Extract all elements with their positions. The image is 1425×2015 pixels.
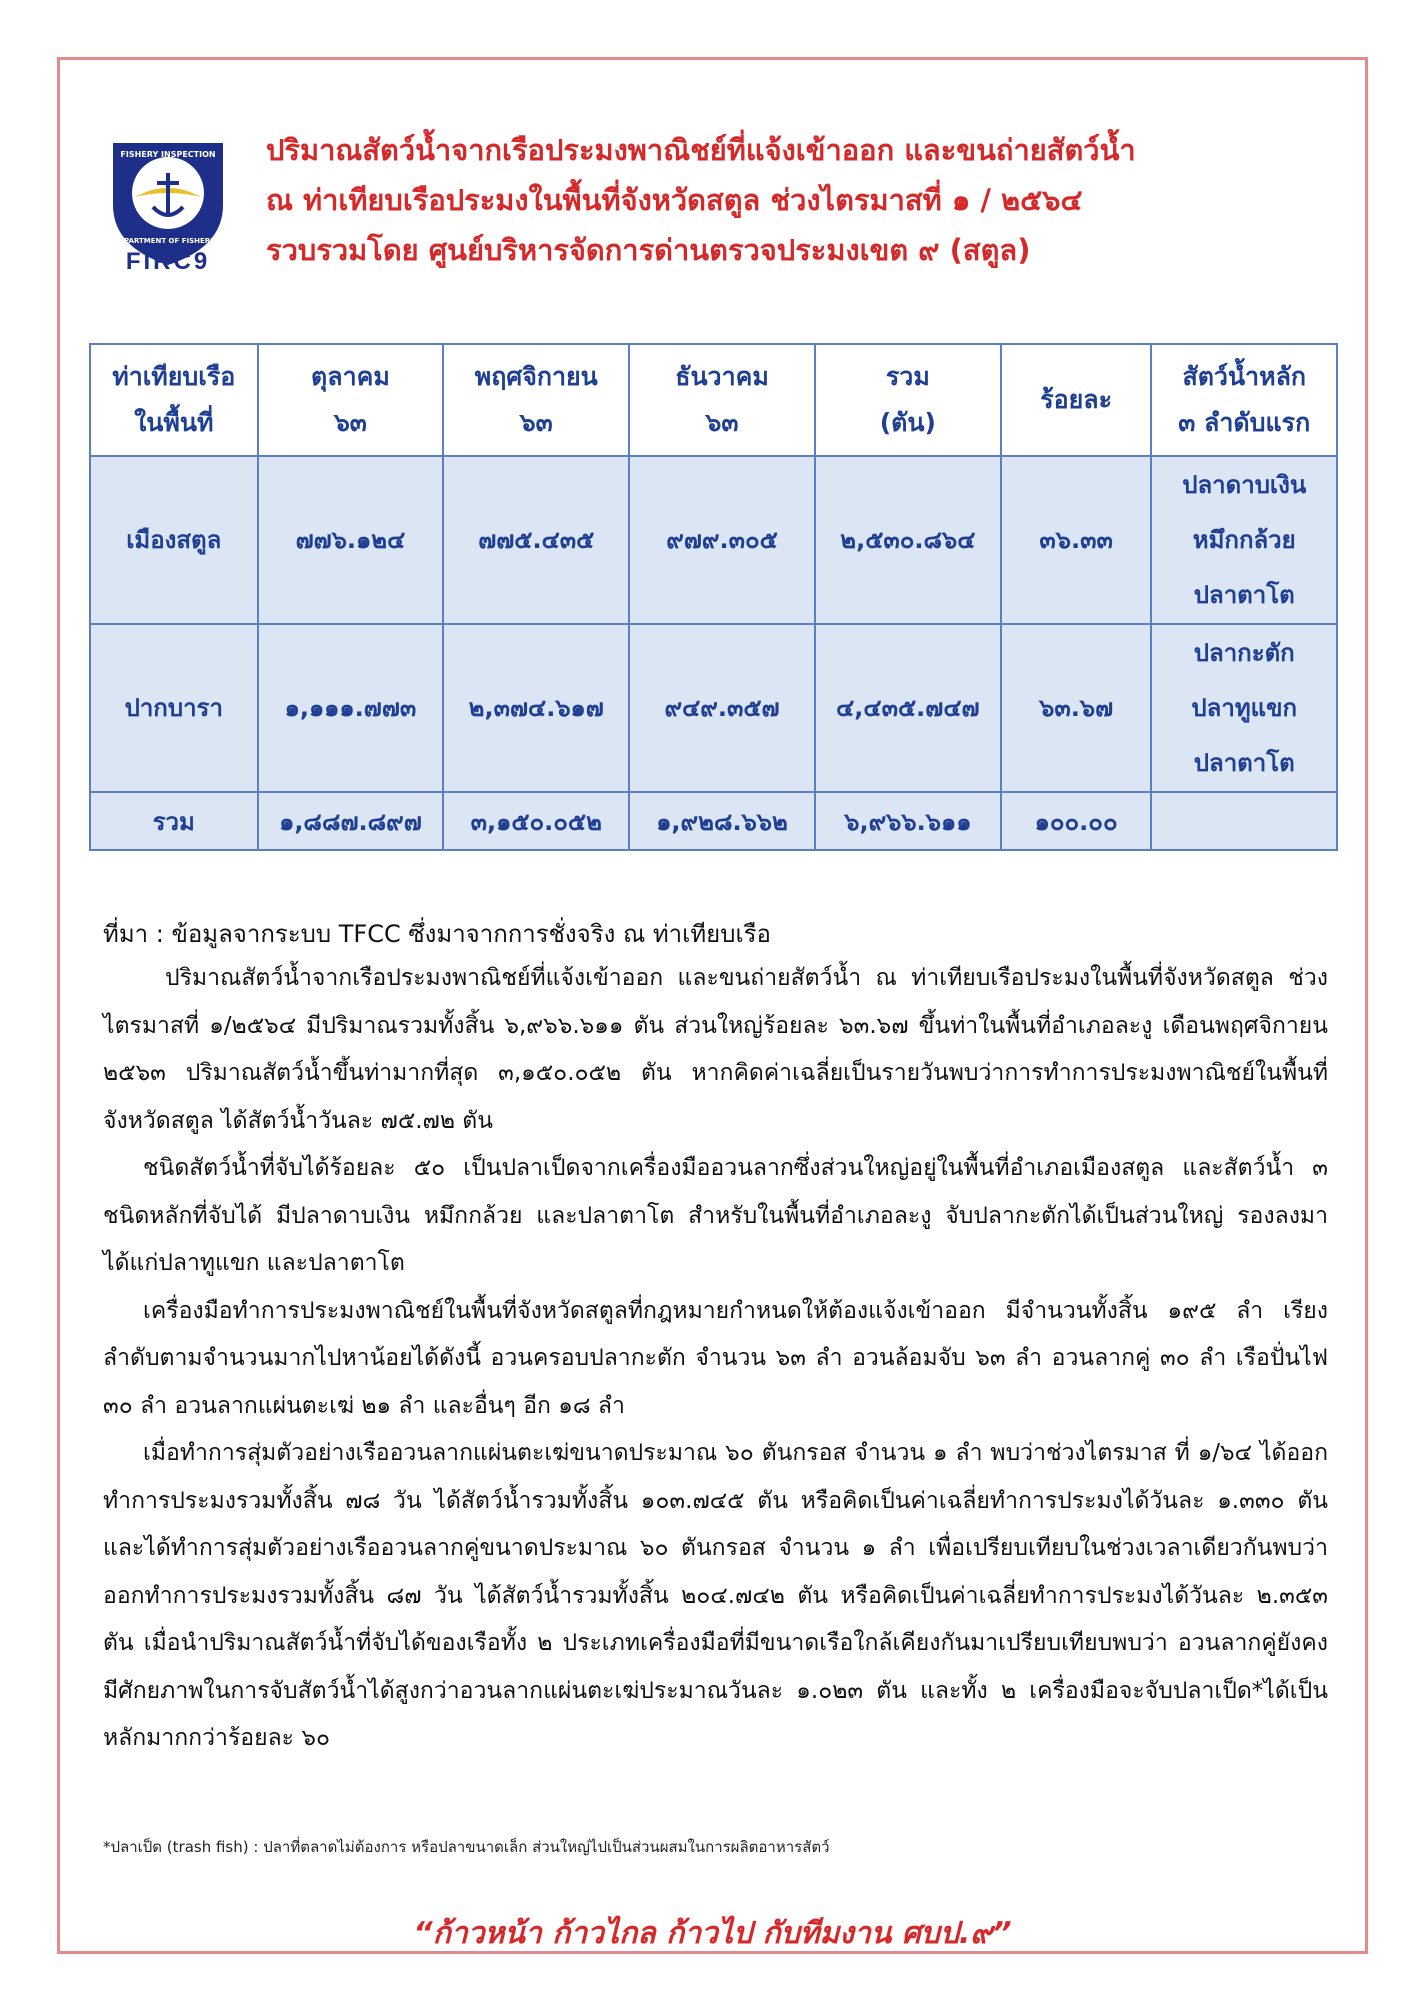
- total-percent: ๑๐๐.๐๐: [1001, 792, 1152, 850]
- header-total: รวม (ตัน): [815, 344, 1001, 456]
- total-nov: ๓,๑๕๐.๐๕๒: [443, 792, 629, 850]
- cell-percent: ๓๖.๓๓: [1001, 456, 1152, 624]
- page-heading: [266, 125, 1316, 275]
- total-oct: ๑,๘๘๗.๘๙๗: [258, 792, 444, 850]
- header-oct: ตุลาคม ๖๓: [258, 344, 444, 456]
- paragraph-3: เครื่องมือทำการประมงพาณิชย์ในพื้นที่จังหวัดสตูลที่กฎหมายกำหนดให้ต้องแจ้งเข้าออก มีจำนวนทั้งสิ้น ๑๙๕ ลำ เรียงลำดับตามจำนวนมากไปหาน้อยได้ดังนี้ อวนครอบปลากะตัก จำนวน ๖๓ ลำ อวนล้อมจับ ๖๓ ลำ อวนลากคู่ ๓๐ ลำ เรือปั่นไฟ ๓๐ ลำ อวนลากแผ่นตะเฆ่ ๒๑ ลำ และอื่นๆ อีก ๑๘ ลำ: [103, 1297, 1328, 1419]
- total-species: [1151, 792, 1337, 850]
- header-percent: ร้อยละ: [1001, 344, 1152, 456]
- header-nov: พฤศจิกายน ๖๓: [443, 344, 629, 456]
- cell-pier: เมืองสตูล: [90, 456, 258, 624]
- total-label: รวม: [90, 792, 258, 850]
- header-dec: ธันวาคม ๖๓: [629, 344, 815, 456]
- catch-table: [89, 343, 1338, 851]
- cell-nov: ๗๗๕.๔๓๕: [443, 456, 629, 624]
- cell-nov: ๒,๓๗๔.๖๑๗: [443, 624, 629, 792]
- heading-line-3: รวบรวมโดย ศูนย์บริหารจัดการด่านตรวจประมงเขต ๙ (สตูล): [266, 233, 1031, 267]
- heading-line-2: ณ ท่าเทียบเรือประมงในพื้นที่จังหวัดสตูล ช่วงไตรมาสที่ ๑ / ๒๕๖๔: [266, 183, 1083, 217]
- table-row: [90, 456, 1337, 624]
- total-dec: ๑,๙๒๘.๖๖๒: [629, 792, 815, 850]
- source-note: ที่มา : ข้อมูลจากระบบ TFCC ซึ่งมาจากการชั่งจริง ณ ท่าเทียบเรือ: [103, 920, 771, 948]
- cell-percent: ๖๓.๖๗: [1001, 624, 1152, 792]
- header-species: สัตว์น้ำหลัก ๓ ลำดับแรก: [1151, 344, 1337, 456]
- svg-text:DEPARTMENT OF FISHERIES: DEPARTMENT OF FISHERIES: [113, 237, 223, 245]
- cell-total: ๒,๕๓๐.๘๖๔: [815, 456, 1001, 624]
- cell-oct: ๑,๑๑๑.๗๗๓: [258, 624, 444, 792]
- cell-dec: ๙๗๙.๓๐๕: [629, 456, 815, 624]
- table-total-row: [90, 792, 1337, 850]
- table-row: [90, 624, 1337, 792]
- heading-line-1: ปริมาณสัตว์น้ำจากเรือประมงพาณิชย์ที่แจ้งเข้าออก และขนถ่ายสัตว์น้ำ: [266, 133, 1136, 167]
- svg-text:FISHERY INSPECTION: FISHERY INSPECTION: [120, 150, 216, 159]
- logo-label: FIRC9: [125, 248, 211, 275]
- paragraph-1: ปริมาณสัตว์น้ำจากเรือประมงพาณิชย์ที่แจ้งเข้าออก และขนถ่ายสัตว์น้ำ ณ ท่าเทียบเรือประมงในพื้นที่จังหวัดสตูล ช่วงไตรมาสที่ ๑/๒๕๖๔ มีปริมาณรวมทั้งสิ้น ๖,๙๖๖.๖๑๑ ตัน ส่วนใหญ่ร้อยละ ๖๓.๖๗ ขึ้นท่าในพื้นที่อำเภอละงู เดือนพฤศจิกายน ๒๕๖๓ ปริมาณสัตว์น้ำขึ้นท่ามากที่สุด ๓,๑๕๐.๐๕๒ ตัน หากคิดค่าเฉลี่ยเป็นรายวันพบว่าการทำการประมงพาณิชย์ในพื้นที่จังหวัดสตูล ได้สัตว์น้ำวันละ ๗๕.๗๒ ตัน: [103, 965, 1328, 1134]
- cell-dec: ๙๔๙.๓๕๗: [629, 624, 815, 792]
- footnote: *ปลาเป็ด (trash fish) : ปลาที่ตลาดไม่ต้องการ หรือปลาขนาดเล็ก ส่วนใหญ่ไปเป็นส่วนผสมในการผลิตอาหารสัตว์: [103, 1838, 830, 1856]
- cell-pier: ปากบารา: [90, 624, 258, 792]
- body-text: [103, 955, 1328, 1763]
- cell-total: ๔,๔๓๕.๗๔๗: [815, 624, 1001, 792]
- cell-species: ปลาดาบเงิน หมึกกล้วย ปลาตาโต: [1151, 456, 1337, 624]
- header-pier: ท่าเทียบเรือ ในพื้นที่: [90, 344, 258, 456]
- cell-species: ปลากะตัก ปลาทูแขก ปลาตาโต: [1151, 624, 1337, 792]
- paragraph-2: ชนิดสัตว์น้ำที่จับได้ร้อยละ ๕๐ เป็นปลาเป็ดจากเครื่องมืออวนลากซึ่งส่วนใหญ่อยู่ในพื้นที่อำเภอเมืองสตูล และสัตว์น้ำ ๓ ชนิดหลักที่จับได้ มีปลาดาบเงิน หมึกกล้วย และปลาตาโต สำหรับในพื้นที่อำเภอละงู จับปลากะตักได้เป็นส่วนใหญ่ รองลงมาได้แก่ปลาทูแขก และปลาตาโต: [103, 1155, 1328, 1276]
- table-header-row: [90, 344, 1337, 456]
- cell-oct: ๗๗๖.๑๒๔: [258, 456, 444, 624]
- paragraph-4: เมื่อทำการสุ่มตัวอย่างเรืออวนลากแผ่นตะเฆ่ขนาดประมาณ ๖๐ ตันกรอส จำนวน ๑ ลำ พบว่าช่วงไตรมาส ที่ ๑/๖๔ ได้ออกทำการประมงรวมทั้งสิ้น ๗๘ วัน ได้สัตว์น้ำรวมทั้งสิ้น ๑๐๓.๗๔๕ ตัน หรือคิดเป็นค่าเฉลี่ยทำการประมงได้วันละ ๑.๓๓๐ ตัน และได้ทำการสุ่มตัวอย่างเรืออวนลากคู่ขนาดประมาณ ๖๐ ตันกรอส จำนวน ๑ ลำ เพื่อเปรียบเทียบในช่วงเวลาเดียวกันพบว่า ออกทำการประมงรวมทั้งสิ้น ๘๗ วัน ได้สัตว์น้ำรวมทั้งสิ้น ๒๐๔.๗๔๒ ตัน หรือคิดเป็นค่าเฉลี่ยทำการประมงได้วันละ ๒.๓๕๓ ตัน เมื่อนำปริมาณสัตว์น้ำที่จับได้ของเรือทั้ง ๒ ประเภทเครื่องมือที่มีขนาดเรือใกล้เคียงกันมาเปรียบเทียบพบว่า อวนลากคู่ยังคงมีศักยภาพในการจับสัตว์น้ำได้สูงกว่าอวนลากแผ่นตะเฆ่ประมาณวันละ ๑.๐๒๓ ตัน และทั้ง ๒ เครื่องมือจะจับปลาเป็ด*ได้เป็นหลักมากกว่าร้อยละ ๖๐: [103, 1440, 1328, 1751]
- total-total: ๖,๙๖๖.๖๑๑: [815, 792, 1001, 850]
- slogan: “ก้าวหน้า ก้าวไกล ก้าวไป กับทีมงาน ศบป.๙”: [413, 1916, 1012, 1951]
